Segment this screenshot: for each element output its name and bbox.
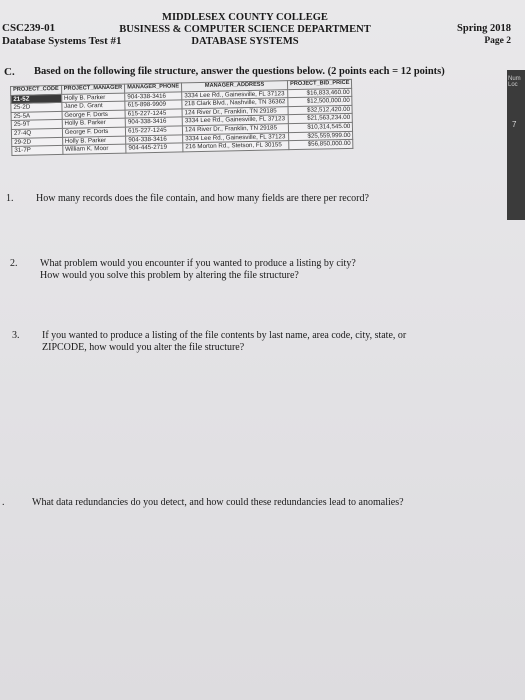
table-cell: 216 Morton Rd., Stetson, FL 30155 <box>183 141 289 152</box>
table-cell: $21,563,234.00 <box>288 114 353 124</box>
course-code: CSC239-01 <box>2 22 56 34</box>
keyboard-edge <box>507 70 525 220</box>
column-header: MANAGER_PHONE <box>125 83 182 93</box>
column-header: PROJECT_BID_PRICE <box>287 79 352 89</box>
question-number: . <box>2 497 5 508</box>
header-right <box>457 22 511 48</box>
table-cell: 904-445-2719 <box>126 143 183 153</box>
term: Spring 2018 <box>457 23 511 34</box>
edge-tiny-text: Num Loc <box>508 76 521 88</box>
table-cell: William K. Moor <box>62 144 126 154</box>
question-number: 3. <box>12 330 20 341</box>
table-cell: Holly B. Parker <box>62 136 126 146</box>
question-text: What problem would you encounter if you wanted to produce a listing by city? How would you solve this problem by altering the file structure? <box>40 258 356 281</box>
table-cell: 25-5A <box>11 111 62 121</box>
page-number: Page 2 <box>484 36 511 46</box>
question-text: What data redundancies do you detect, and how could these redundancies lead to anomalies? <box>32 497 404 508</box>
table-cell: 904-338-3416 <box>125 117 182 127</box>
table-cell: George F. Dorts <box>62 110 126 120</box>
edge-digit: 7 <box>512 120 517 129</box>
table-cell: 25-9T <box>11 120 62 130</box>
question-number: 1. <box>6 193 14 204</box>
table-cell: $25,559,999.00 <box>289 131 354 141</box>
table-cell: 124 River Dr., Franklin, TN 29185 <box>182 124 288 135</box>
table-cell: 218 Clark Blvd., Nashville, TN 36362 <box>182 98 288 109</box>
table-cell: Holly B. Parker <box>62 118 126 128</box>
subject-name: DATABASE SYSTEMS <box>191 36 299 47</box>
table-cell: Holly B. Parker <box>61 93 125 103</box>
table-cell: 615-227-1245 <box>125 109 182 119</box>
table-cell: 3334 Lee Rd., Gainesville, FL 37123 <box>183 132 289 143</box>
table-cell: 29-2D <box>12 137 63 147</box>
question-text: How many records does the file contain, and how many fields are there per record? <box>36 193 369 204</box>
table-cell: George F. Dorts <box>62 127 126 137</box>
table-cell: 31-7P <box>12 146 63 156</box>
table-cell: 21-5Z <box>11 94 62 104</box>
column-header: PROJECT_CODE <box>11 85 62 95</box>
table-cell: Jane D. Grant <box>62 101 126 111</box>
question-number: 2. <box>10 258 18 269</box>
table-cell: $10,314,545.00 <box>288 122 353 132</box>
table-cell: $32,512,420.00 <box>288 105 353 115</box>
table-cell: 124 River Dr., Franklin, TN 29185 <box>182 106 288 117</box>
section-letter: C. <box>4 66 15 78</box>
question-text: If you wanted to produce a listing of the file contents by last name, area code, city, state, or ZIPCODE, how would you alter the file structure? <box>42 330 407 353</box>
department-name: BUSINESS & COMPUTER SCIENCE DEPARTMENT <box>119 24 371 35</box>
table-cell: 615-227-1245 <box>126 126 183 136</box>
column-header: PROJECT_MANAGER <box>61 84 125 94</box>
file-structure-table-wrap <box>10 79 354 156</box>
column-header: MANAGER_ADDRESS <box>182 81 288 92</box>
table-cell: $16,833,460.00 <box>288 88 353 98</box>
course-name: Database Systems Test #1 <box>2 35 122 47</box>
file-structure-table <box>10 79 354 156</box>
table-cell: 27-4Q <box>11 128 62 138</box>
table-cell: 615-898-9909 <box>125 100 182 110</box>
table-cell: 3334 Lee Rd., Gainesville, FL 37123 <box>182 115 288 126</box>
table-cell: 25-2D <box>11 103 62 113</box>
table-cell: 904-338-3416 <box>125 91 182 101</box>
table-cell: $56,850,000.00 <box>289 139 354 149</box>
college-name: MIDDLESEX COUNTY COLLEGE <box>162 12 328 23</box>
table-cell: 904-338-3416 <box>126 134 183 144</box>
table-cell: $12,500,000.00 <box>288 97 353 107</box>
table-cell: 3334 Lee Rd., Gainesville, FL 37123 <box>182 89 288 100</box>
header-center <box>100 12 390 48</box>
section-instruction: Based on the following file structure, answer the questions below. (2 points each = 12 points) <box>34 66 445 77</box>
